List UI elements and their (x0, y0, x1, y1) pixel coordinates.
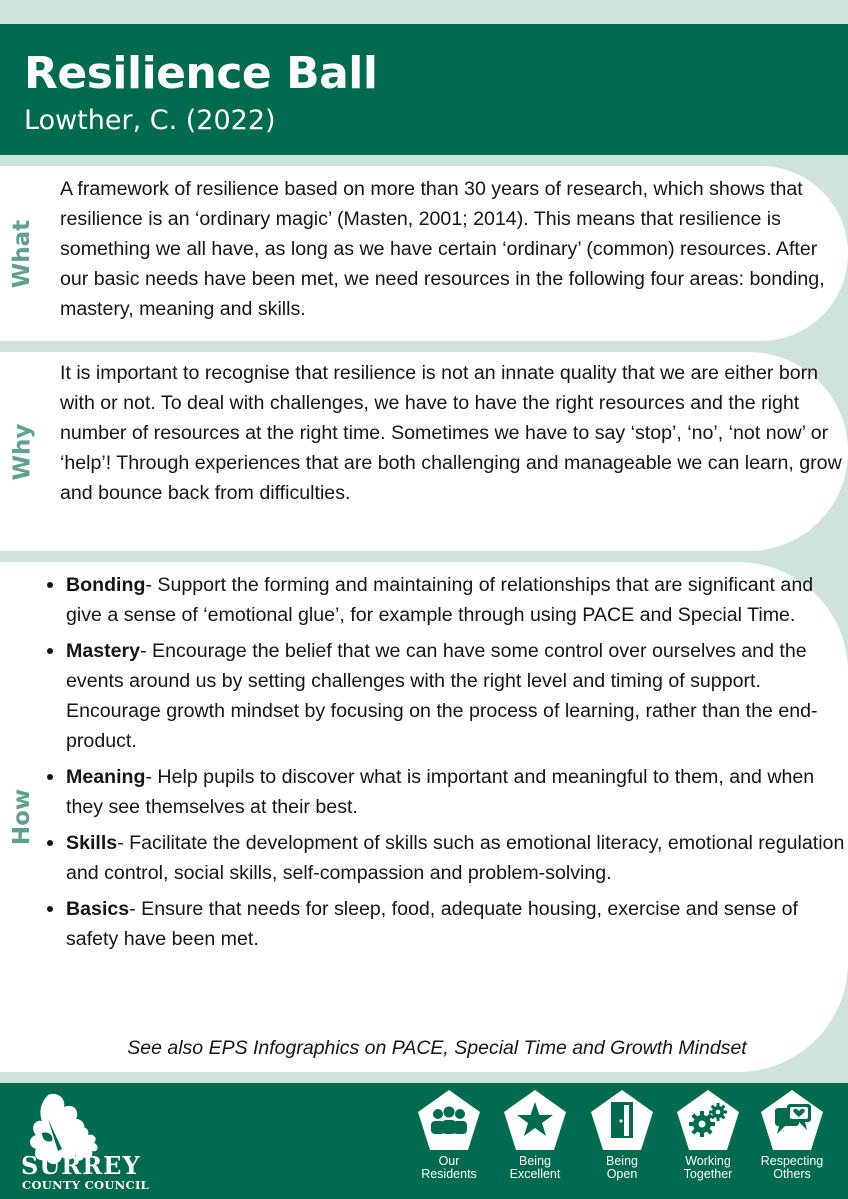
header-banner (0, 24, 848, 155)
value-label-1: Working (685, 1154, 731, 1168)
door-icon (589, 1088, 655, 1152)
star-icon (502, 1088, 568, 1152)
bullet-icon (47, 648, 53, 654)
how-label: How (9, 788, 35, 846)
list-item (42, 894, 848, 954)
value-label-2: Others (773, 1167, 811, 1181)
gears-icon (675, 1088, 741, 1152)
why-text: It is important to recognise that resilience is not an innate quality that we are either born with or not. To deal with challenges, we have to have the right resources and the right number of resources at the right time. Sometimes we have to say ‘stop’, ‘no’, ‘not now’ or ‘help’! Through experiences that are both challenging and manageable we can learn, grow and bounce back from difficulties. (60, 362, 842, 504)
value-label-1: Being (519, 1154, 551, 1168)
value-label-1: Being (606, 1154, 638, 1168)
logo-text-surrey: SURREY (21, 1151, 141, 1180)
value-being-excellent (499, 1088, 571, 1181)
value-label-2: Together (683, 1167, 733, 1181)
item-text: - Support the forming and maintaining of relationships that are significant and give a sense of ‘emotional glue’, for example through using PACE and Special Time. (66, 574, 814, 626)
list-item (42, 636, 848, 756)
bullet-icon (47, 582, 53, 588)
bullet-icon (47, 906, 53, 912)
value-being-open (586, 1088, 658, 1181)
value-respecting-others (756, 1088, 828, 1181)
why-label: Why (9, 423, 35, 480)
item-text: - Facilitate the development of skills such as emotional literacy, emotional regulation and control, social skills, self-compassion and problem-solving. (66, 832, 845, 884)
item-term: Meaning (66, 766, 146, 788)
item-term: Basics (66, 898, 130, 920)
how-list (42, 570, 848, 960)
value-working-together (672, 1088, 744, 1181)
list-item (42, 762, 848, 822)
what-label: What (9, 219, 36, 288)
item-text: - Encourage the belief that we can have some control over ourselves and the events around us by setting challenges with the right level and timing of support. Encourage growth mindset by focusing on the process of learning, rather than the end-product. (66, 640, 818, 752)
list-item (42, 570, 848, 630)
bullet-icon (47, 774, 53, 780)
item-term: Mastery (66, 640, 141, 662)
item-term: Skills (66, 832, 118, 854)
bullet-icon (47, 840, 53, 846)
page-subtitle: Lowther, C. (2022) (24, 105, 276, 136)
value-label-1: Respecting (760, 1154, 824, 1168)
item-term: Bonding (66, 574, 146, 596)
value-our-residents (413, 1088, 485, 1181)
chat-heart-icon (759, 1088, 825, 1152)
item-text: - Help pupils to discover what is important and meaningful to them, and when they see themselves at their best. (66, 766, 815, 818)
list-item (42, 828, 848, 888)
see-also-note: See also EPS Infographics on PACE, Special Time and Growth Mindset (127, 1037, 747, 1059)
value-label-2: Excellent (509, 1167, 561, 1181)
item-text: - Ensure that needs for sleep, food, adequate housing, exercise and sense of safety have been met. (66, 898, 798, 950)
value-label-2: Open (606, 1167, 638, 1181)
logo-text-council: COUNTY COUNCIL (22, 1178, 150, 1192)
value-label-1: Our (438, 1154, 460, 1168)
what-text: A framework of resilience based on more than 30 years of research, which shows that resilience is an ‘ordinary magic’ (Masten, 2001; 2014). This means that resilience is something we all have, as long as we have certain ‘ordinary’ (common) resources. After our basic needs have been met, we need resources in the following four areas: bonding, mastery, meaning and skills. (60, 178, 825, 320)
page-title: Resilience Ball (24, 48, 378, 99)
value-label-2: Residents (421, 1167, 477, 1181)
people-icon (416, 1088, 482, 1152)
